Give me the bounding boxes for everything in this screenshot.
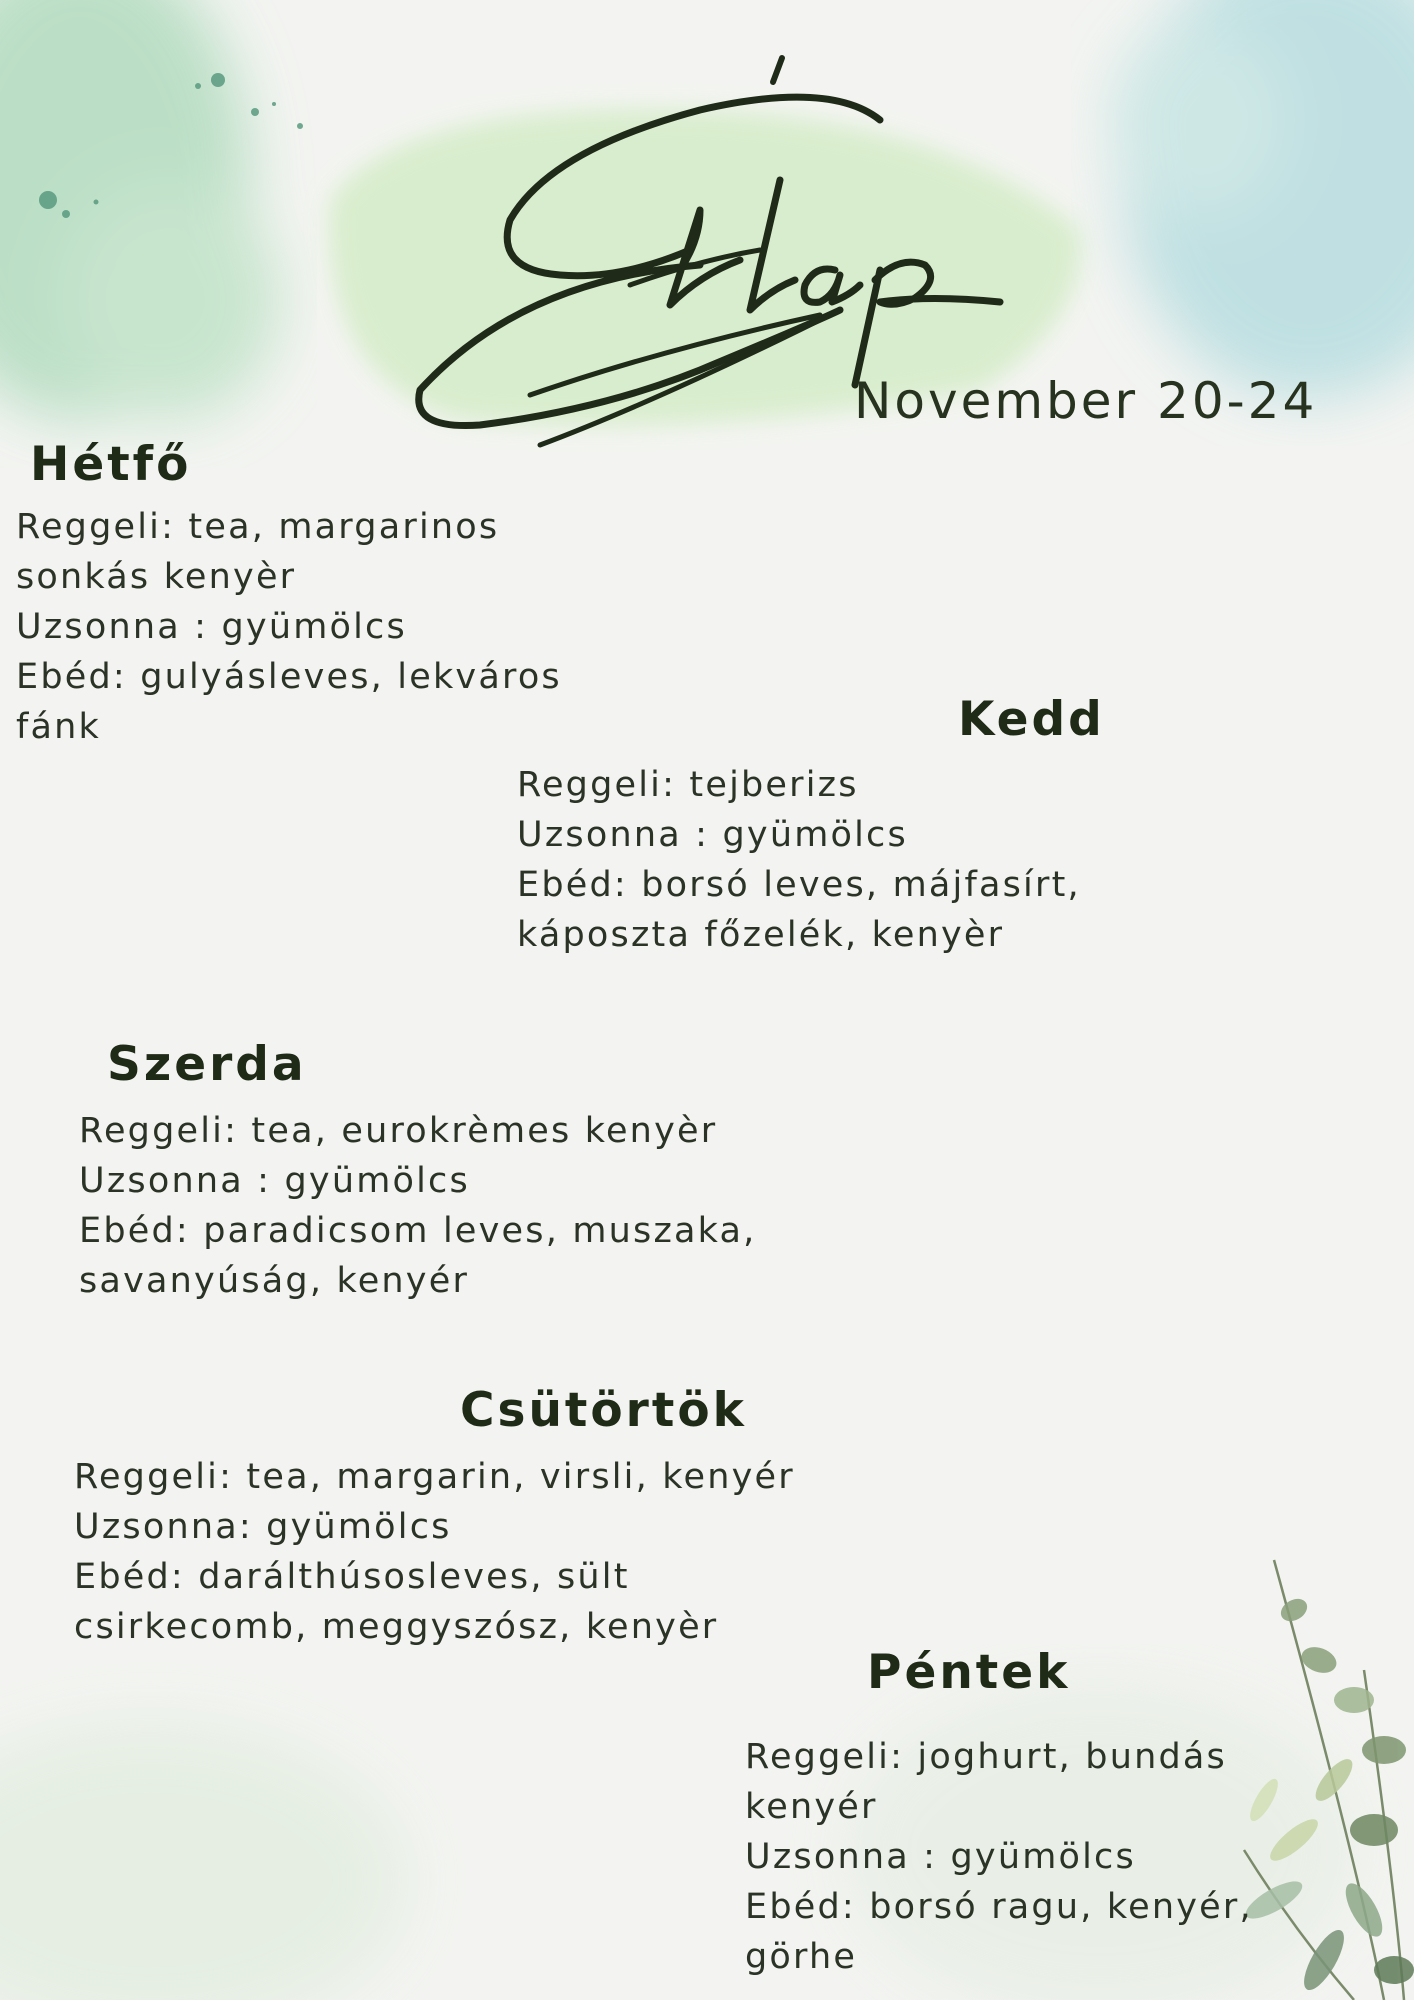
menu-line: fánk <box>16 707 102 747</box>
day-heading-tuesday: Kedd <box>958 692 1105 747</box>
day-heading-friday: Péntek <box>867 1645 1071 1700</box>
menu-line: Uzsonna : gyümölcs <box>745 1837 1136 1877</box>
title-accent <box>773 58 782 82</box>
title-letter-l <box>750 180 795 310</box>
menu-line: Ebéd: paradicsom leves, muszaka, <box>79 1211 757 1251</box>
menu-line: Ebéd: darálthúsosleves, sült <box>74 1557 630 1597</box>
menu-line: Ebéd: gulyásleves, lekváros <box>16 657 562 697</box>
day-heading-thursday: Csütörtök <box>460 1383 747 1438</box>
menu-line: Reggeli: joghurt, bundás <box>745 1737 1227 1777</box>
menu-line: Reggeli: tea, eurokrèmes kenyèr <box>79 1111 718 1151</box>
title-letter-a <box>804 269 860 302</box>
menu-line: Reggeli: tejberizs <box>517 765 859 805</box>
menu-line: görhe <box>745 1937 858 1977</box>
day-heading-wednesday: Szerda <box>107 1037 307 1092</box>
menu-line: Ebéd: borsó ragu, kenyér, <box>745 1887 1253 1927</box>
menu-line: Uzsonna : gyümölcs <box>16 607 407 647</box>
date-range: November 20-24 <box>854 372 1318 430</box>
menu-line: savanyúság, kenyér <box>79 1261 470 1301</box>
menu-thursday <box>74 1452 795 1652</box>
menu-line: sonkás kenyèr <box>16 557 297 597</box>
menu-line: Uzsonna: gyümölcs <box>74 1507 452 1547</box>
menu-line: Reggeli: tea, margarinos <box>16 507 500 547</box>
menu-tuesday <box>517 760 1081 960</box>
menu-line: Reggeli: tea, margarin, virsli, kenyér <box>74 1457 795 1497</box>
menu-line: Uzsonna : gyümölcs <box>79 1161 470 1201</box>
title-letter-p <box>855 262 1000 385</box>
menu-line: Uzsonna : gyümölcs <box>517 815 908 855</box>
menu-line: kenyér <box>745 1787 878 1827</box>
menu-line: csirkecomb, meggyszósz, kenyèr <box>74 1607 719 1647</box>
menu-line: Ebéd: borsó leves, májfasírt, <box>517 865 1081 905</box>
menu-line: káposzta főzelék, kenyèr <box>517 915 1005 955</box>
day-heading-monday: Hétfő <box>30 437 192 492</box>
eucalyptus-decoration <box>1234 1550 1414 2000</box>
menu-friday <box>745 1732 1253 1982</box>
menu-wednesday <box>79 1106 757 1306</box>
title-letter-e <box>419 97 880 425</box>
menu-monday <box>16 502 562 752</box>
